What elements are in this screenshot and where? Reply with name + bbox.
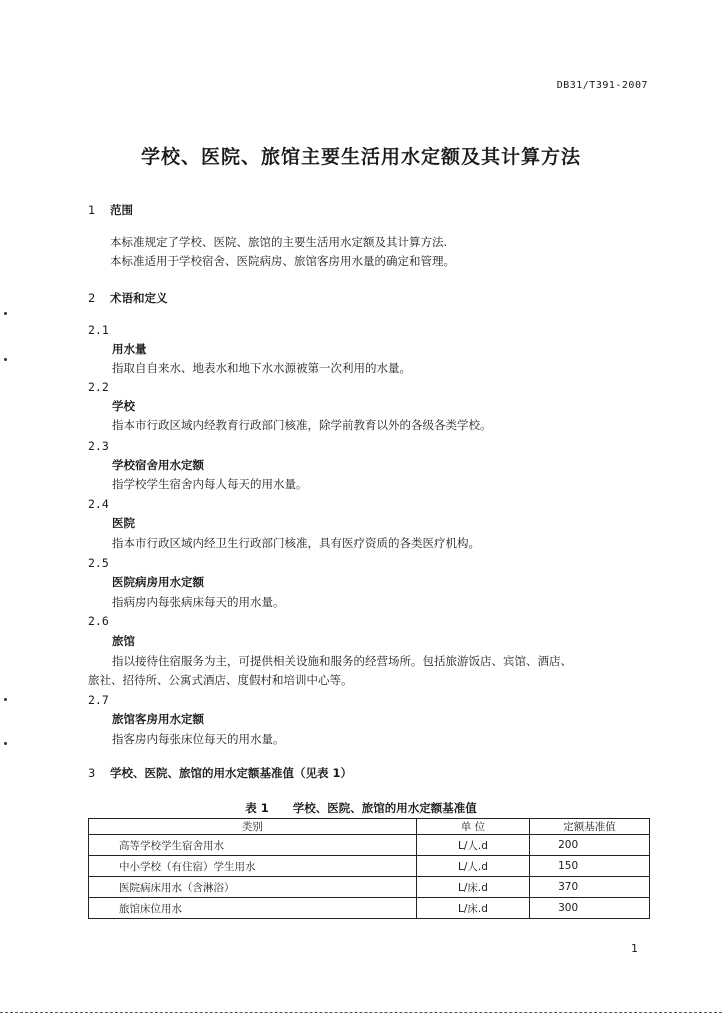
section-number: 1 [88, 203, 96, 217]
section-number: 3 [88, 766, 96, 780]
cell-baseline: 300 [530, 898, 650, 919]
table-header-row [89, 819, 650, 835]
term-definition: 指以接待住宿服务为主，可提供相关设施和服务的经营场所。包括旅游饭店、宾馆、酒店、 [112, 654, 572, 668]
clause-number: 2.2 [88, 380, 109, 394]
cell-baseline: 200 [530, 835, 650, 856]
term-heading: 旅馆 [112, 634, 135, 648]
scope-paragraph-2: 本标准适用于学校宿舍、医院病房、旅馆客房用水量的确定和管理。 [110, 254, 455, 268]
term-definition: 指取自自来水、地表水和地下水水源被第一次利用的水量。 [112, 361, 411, 375]
term-heading: 医院 [112, 516, 135, 530]
table-label: 表 1 [245, 801, 269, 815]
cell-category: 高等学校学生宿舍用水 [89, 835, 417, 856]
term-definition: 指病房内每张病床每天的用水量。 [112, 595, 285, 609]
term-definition: 指本市行政区域内经教育行政部门核准，除学前教育以外的各级各类学校。 [112, 418, 492, 432]
scan-speck [4, 312, 7, 315]
clause-number: 2.1 [88, 323, 109, 337]
term-heading: 医院病房用水定额 [112, 575, 204, 589]
term-heading: 用水量 [112, 342, 147, 356]
clause-number: 2.5 [88, 556, 109, 570]
section-2-heading [88, 290, 168, 306]
section-1-heading [88, 202, 133, 218]
table-row [89, 856, 650, 877]
cell-category: 中小学校（有住宿）学生用水 [89, 856, 417, 877]
cell-unit: L/人.d [416, 856, 529, 877]
clause-number: 2.6 [88, 614, 109, 628]
section-title: 术语和定义 [110, 291, 168, 305]
table-row [89, 877, 650, 898]
section-title: 学校、医院、旅馆的用水定额基准值（见表 1） [110, 766, 353, 780]
clause-number: 2.4 [88, 497, 109, 511]
table-title: 学校、医院、旅馆的用水定额基准值 [292, 801, 477, 815]
water-quota-table [88, 818, 650, 919]
scan-speck [4, 698, 7, 701]
clause-number: 2.3 [88, 439, 109, 453]
term-definition: 指客房内每张床位每天的用水量。 [112, 732, 285, 746]
header-baseline: 定额基准值 [530, 819, 650, 835]
header-unit: 单 位 [416, 819, 529, 835]
section-3-heading [88, 765, 352, 781]
term-definition: 指本市行政区域内经卫生行政部门核准，具有医疗资质的各类医疗机构。 [112, 536, 480, 550]
term-heading: 学校宿舍用水定额 [112, 458, 204, 472]
section-number: 2 [88, 291, 96, 305]
cell-unit: L/人.d [416, 835, 529, 856]
term-definition: 指学校学生宿舍内每人每天的用水量。 [112, 477, 308, 491]
document-title: 学校、医院、旅馆主要生活用水定额及其计算方法 [140, 146, 581, 168]
clause-number: 2.7 [88, 693, 109, 707]
cell-baseline: 370 [530, 877, 650, 898]
scan-speck [4, 358, 7, 361]
term-definition-continued: 旅社、招待所、公寓式酒店、度假村和培训中心等。 [88, 673, 353, 687]
term-heading: 旅馆客房用水定额 [112, 712, 204, 726]
term-heading: 学校 [112, 399, 135, 413]
table-row [89, 898, 650, 919]
table-caption [0, 800, 722, 816]
document-code: DB31/T391-2007 [556, 80, 648, 91]
cell-category: 医院病床用水（含淋浴） [89, 877, 417, 898]
cell-category: 旅馆床位用水 [89, 898, 417, 919]
scope-paragraph-1: 本标准规定了学校、医院、旅馆的主要生活用水定额及其计算方法. [110, 235, 448, 249]
page-number: 1 [631, 942, 638, 955]
table-row [89, 835, 650, 856]
cell-unit: L/床.d [416, 898, 529, 919]
section-title: 范围 [110, 203, 133, 217]
scan-speck [4, 742, 7, 745]
header-category: 类别 [89, 819, 417, 835]
cell-baseline: 150 [530, 856, 650, 877]
cell-unit: L/床.d [416, 877, 529, 898]
scan-edge-line [0, 1012, 722, 1014]
